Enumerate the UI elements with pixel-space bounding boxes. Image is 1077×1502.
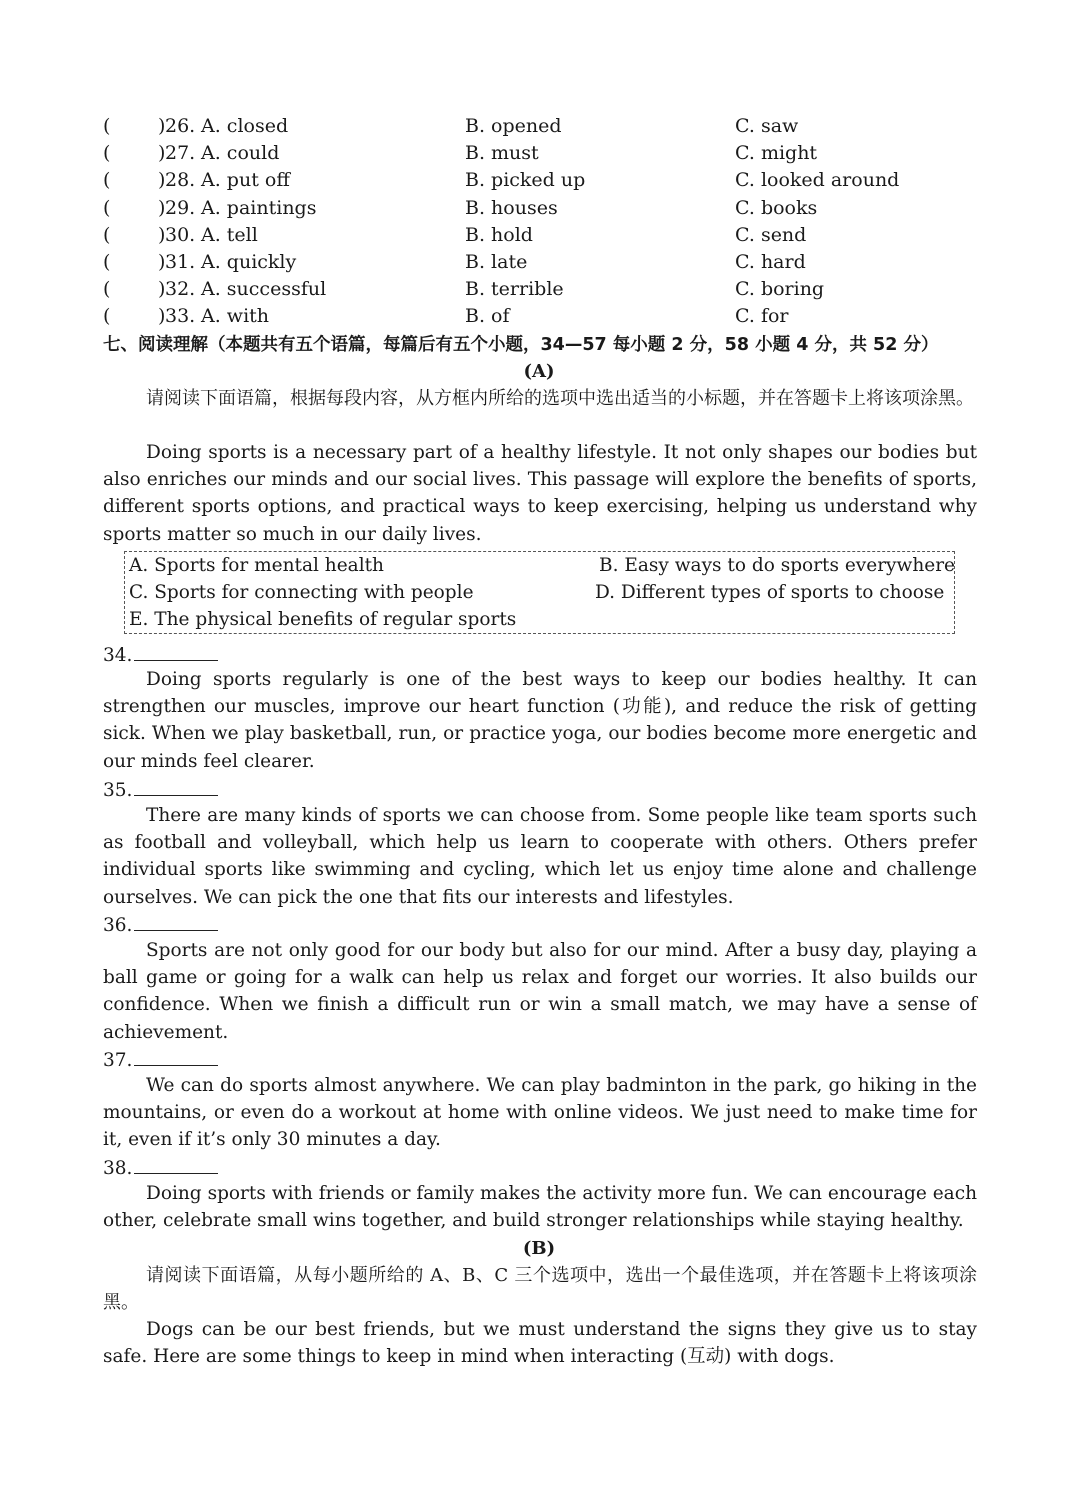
question-number: 37.: [103, 1050, 133, 1071]
answer-blank[interactable]: [134, 1046, 218, 1066]
question-number: 27.: [165, 142, 196, 164]
option-b: B. terrible: [465, 278, 564, 300]
option-c: C. hard: [735, 251, 806, 273]
option-a: A. closed: [201, 115, 289, 137]
answer-paren-close: ): [158, 169, 166, 191]
option-a: A. with: [201, 305, 270, 327]
part-a-intro: Doing sports is a necessary part of a healthy lifestyle. It not only shapes our bodies but also enriches our minds and our social lives. This passage will explore the benefits of sports, different sports options, and practical ways to keep exercising, helping us understand why sports matter so much in our daily lives.: [103, 442, 977, 545]
answer-paren-open: (: [103, 169, 111, 191]
paragraph-38: Doing sports with friends or family makes the activity more fun. We can encourage each other, celebrate small wins together, and build stronger relationships while staying healthy.: [103, 1183, 977, 1232]
option-a: A. Sports for mental health: [129, 555, 384, 576]
paragraph-37: We can do sports almost anywhere. We can play badminton in the park, go hiking in the mountains, or even do a workout at home with online videos. We just need to make time for it, even if it’s only 30 minutes a day.: [103, 1075, 977, 1151]
question-number: 36.: [103, 915, 133, 936]
option-a: A. paintings: [201, 197, 317, 219]
answer-paren-open: (: [103, 305, 111, 327]
question-34: [103, 641, 218, 669]
option-c: C. might: [735, 142, 818, 164]
cloze-row: [103, 140, 983, 167]
answer-paren-open: (: [103, 115, 111, 137]
question-number: 35.: [103, 780, 133, 801]
question-38: [103, 1154, 218, 1182]
option-c: C. boring: [735, 278, 825, 300]
question-37: [103, 1046, 218, 1074]
option-b: B. late: [465, 251, 528, 273]
part-b-intro: Dogs can be our best friends, but we must understand the signs they give us to stay safe. Here are some things to keep in mind when interacting (互动) with dogs.: [103, 1319, 977, 1368]
paragraph-35: There are many kinds of sports we can choose from. Some people like team sports such as football and volleyball, which help us learn to cooperate with others. Others prefer individual sports like swimming and cycling, which let us enjoy time alone and challenge ourselves. We can pick the one that fits our interests and lifestyles.: [103, 805, 977, 908]
answer-paren-open: (: [103, 224, 111, 246]
option-a: A. could: [201, 142, 280, 164]
option-e: E. The physical benefits of regular sports: [129, 609, 517, 630]
answer-paren-close: ): [158, 278, 166, 300]
question-number: 32.: [165, 278, 196, 300]
question-36: [103, 911, 218, 939]
answer-blank[interactable]: [134, 641, 218, 661]
option-c: C. Sports for connecting with people: [129, 582, 474, 603]
options-box: [124, 551, 955, 634]
option-d: D. Different types of sports to choose: [595, 582, 945, 603]
part-a-label: (A): [523, 361, 555, 382]
section-heading: 七、阅读理解（本题共有五个语篇，每篇后有五个小题，34—57 每小题 2 分，58 小题 4 分，共 52 分）: [103, 335, 939, 355]
part-b-instruction: 请阅读下面语篇，从每小题所给的 A、B、C 三个选项中，选出一个最佳选项，并在答题卡上将该项涂黑。: [103, 1265, 977, 1314]
option-a: A. successful: [201, 278, 327, 300]
answer-blank[interactable]: [134, 776, 218, 796]
question-number: 29.: [165, 197, 196, 219]
option-b: B. of: [465, 305, 510, 327]
question-number: 33.: [165, 305, 196, 327]
question-number: 38.: [103, 1158, 133, 1179]
part-b-label: (B): [522, 1238, 556, 1259]
cloze-row: [103, 167, 983, 194]
option-b: B. Easy ways to do sports everywhere: [599, 555, 955, 576]
paragraph-36: Sports are not only good for our body but also for our mind. After a busy day, playing a ball game or going for a walk can help us relax and forget our worries. It also builds our confidence. When we finish a difficult run or win a small match, we may have a sense of achievement.: [103, 940, 977, 1043]
option-a: A. put off: [201, 169, 290, 191]
cloze-row: [103, 249, 983, 276]
question-number: 31.: [165, 251, 196, 273]
answer-paren-close: ): [158, 115, 166, 137]
question-number: 30.: [165, 224, 196, 246]
option-b: B. hold: [465, 224, 533, 246]
option-c: C. books: [735, 197, 818, 219]
answer-paren-close: ): [158, 142, 166, 164]
question-number: 26.: [165, 115, 196, 137]
option-a: A. tell: [201, 224, 258, 246]
option-b: B. picked up: [465, 169, 586, 191]
option-a: A. quickly: [201, 251, 297, 273]
paragraph-34: Doing sports regularly is one of the best ways to keep our bodies healthy. It can strengthen our muscles, improve our heart function (功能), and reduce the risk of getting sick. When we play basketball, run, or practice yoga, our bodies become more energetic and our minds feel clearer.: [103, 669, 977, 772]
cloze-row: [103, 276, 983, 303]
option-c: C. send: [735, 224, 807, 246]
answer-paren-close: ): [158, 197, 166, 219]
cloze-row: [103, 303, 983, 330]
question-number: 34.: [103, 645, 133, 666]
answer-paren-close: ): [158, 224, 166, 246]
option-b: B. houses: [465, 197, 558, 219]
question-35: [103, 776, 218, 804]
option-b: B. opened: [465, 115, 562, 137]
option-c: C. saw: [735, 115, 799, 137]
answer-paren-open: (: [103, 142, 111, 164]
option-b: B. must: [465, 142, 539, 164]
cloze-row: [103, 222, 983, 249]
cloze-row: [103, 113, 983, 140]
answer-paren-open: (: [103, 278, 111, 300]
answer-paren-close: ): [158, 305, 166, 327]
cloze-row: [103, 195, 983, 222]
question-number: 28.: [165, 169, 196, 191]
answer-paren-open: (: [103, 197, 111, 219]
option-c: C. for: [735, 305, 789, 327]
answer-blank[interactable]: [134, 911, 218, 931]
part-a-instruction: 请阅读下面语篇，根据每段内容，从方框内所给的选项中选出适当的小标题，并在答题卡上将该项涂黑。: [146, 388, 974, 409]
answer-paren-open: (: [103, 251, 111, 273]
option-c: C. looked around: [735, 169, 900, 191]
answer-paren-close: ): [158, 251, 166, 273]
answer-blank[interactable]: [134, 1154, 218, 1174]
